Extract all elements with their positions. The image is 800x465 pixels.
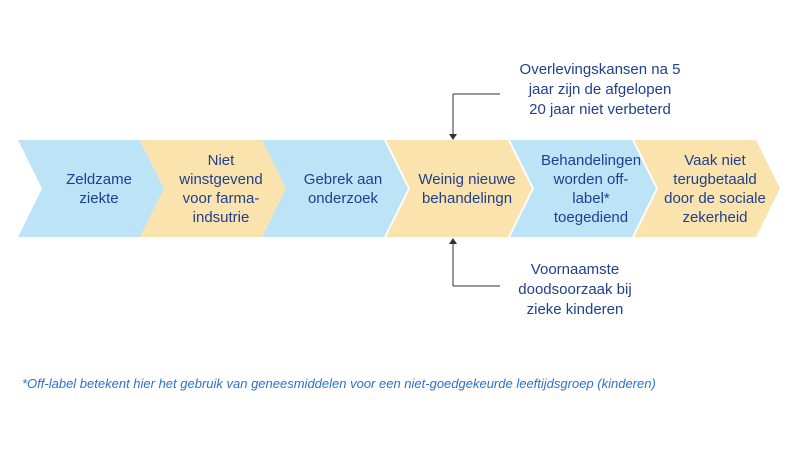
chevron-label-4: Weinig nieuwe behandelingn [418, 170, 516, 207]
connector-bottom [449, 238, 500, 286]
chevron-label-1: Zeldzame ziekte [66, 170, 132, 207]
chevron-label-6: Vaak niet terugbetaald door de sociale zekerheid [664, 151, 766, 226]
connector-top [449, 94, 500, 140]
chevron-label-2: Niet winstgevend voor farma- indsutrie [179, 151, 263, 226]
note-top: Overlevingskansen na 5 jaar zijn de afgelopen 20 jaar niet verbeterd [519, 61, 681, 118]
chevron-label-3: Gebrek aan onderzoek [303, 170, 383, 207]
footnote: *Off-label betekent hier het gebruik van geneesmiddelen voor een niet-goedgekeurde leeftijdsgroep (kinderen) [22, 376, 656, 391]
note-bottom: Voornaamste doodsoorzaak bij zieke kinderen [518, 261, 632, 318]
chevron-label-5: Behandelingen worden off- label* toegediend [540, 151, 642, 226]
